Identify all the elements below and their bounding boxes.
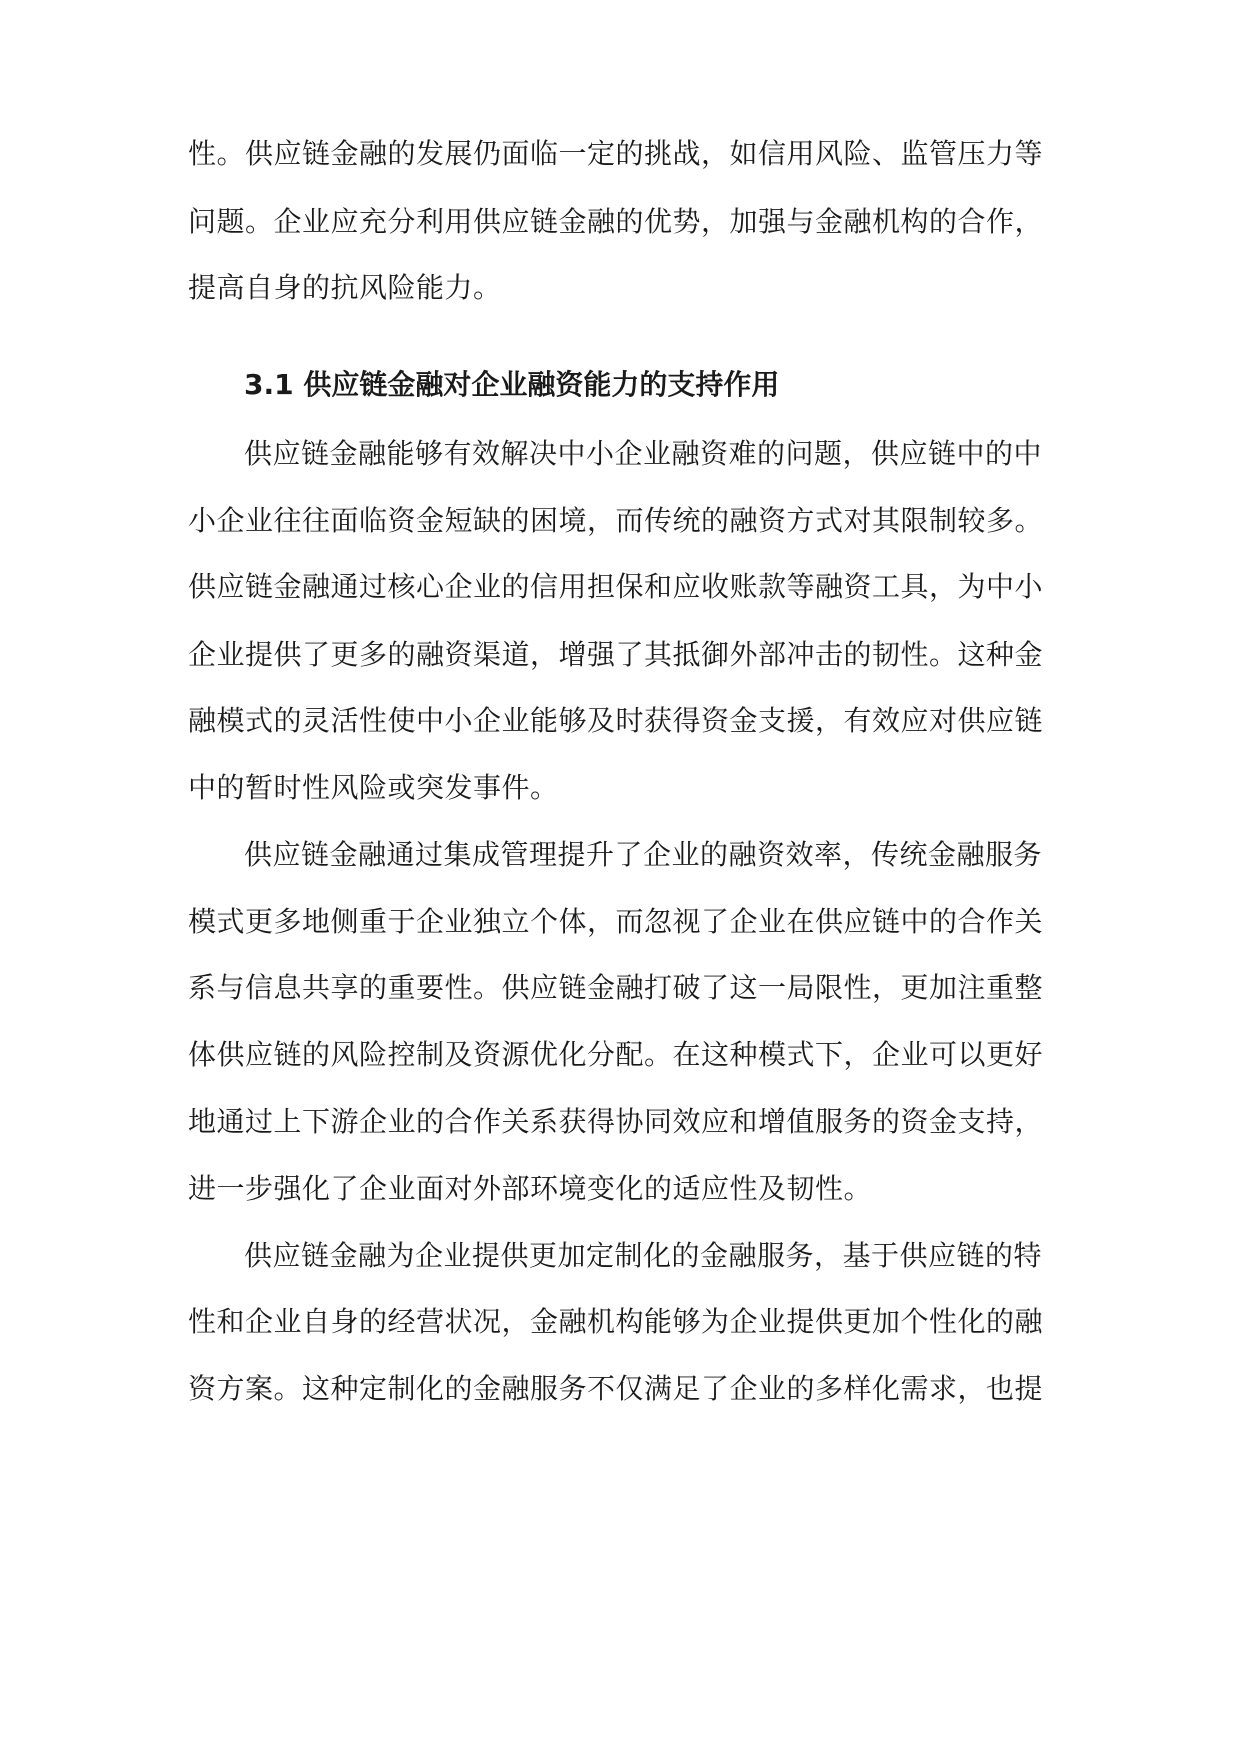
p2-line-6: 进一步强化了企业面对外部环境变化的适应性及韧性。: [188, 1172, 873, 1205]
intro-line-3: 提高自身的抗风险能力。: [188, 271, 502, 304]
p3-line-2: 性和企业自身的经营状况，金融机构能够为企业提供更加个性化的融: [188, 1305, 1044, 1338]
p2-line-2: 模式更多地侧重于企业独立个体，而忽视了企业在供应链中的合作关: [188, 905, 1044, 938]
p1-line-4: 企业提供了更多的融资渠道，增强了其抵御外部冲击的韧性。这种金: [188, 638, 1044, 671]
p1-line-5: 融模式的灵活性使中小企业能够及时获得资金支援，有效应对供应链: [188, 704, 1044, 737]
p1-line-1: 供应链金融能够有效解决中小企业融资难的问题，供应链中的中: [244, 437, 1043, 470]
p2-line-4: 体供应链的风险控制及资源优化分配。在这种模式下，企业可以更好: [188, 1038, 1044, 1071]
p1-line-2: 小企业往往面临资金短缺的困境，而传统的融资方式对其限制较多。: [188, 504, 1044, 537]
p1-line-3: 供应链金融通过核心企业的信用担保和应收账款等融资工具，为中小: [188, 570, 1044, 603]
p3-line-1: 供应链金融为企业提供更加定制化的金融服务，基于供应链的特: [244, 1239, 1043, 1272]
intro-line-1: 性。供应链金融的发展仍面临一定的挑战，如信用风险、监管压力等: [188, 137, 1044, 170]
section-heading: 3.1 供应链金融对企业融资能力的支持作用: [244, 368, 780, 401]
p3-line-3: 资方案。这种定制化的金融服务不仅满足了企业的多样化需求，也提: [188, 1372, 1044, 1405]
p2-line-3: 系与信息共享的重要性。供应链金融打破了这一局限性，更加注重整: [188, 971, 1044, 1004]
p2-line-1: 供应链金融通过集成管理提升了企业的融资效率，传统金融服务: [244, 838, 1043, 871]
intro-line-2: 问题。企业应充分利用供应链金融的优势，加强与金融机构的合作，: [188, 205, 1044, 238]
p2-line-5: 地通过上下游企业的合作关系获得协同效应和增值服务的资金支持，: [188, 1105, 1044, 1138]
p1-line-6: 中的暂时性风险或突发事件。: [188, 771, 559, 804]
